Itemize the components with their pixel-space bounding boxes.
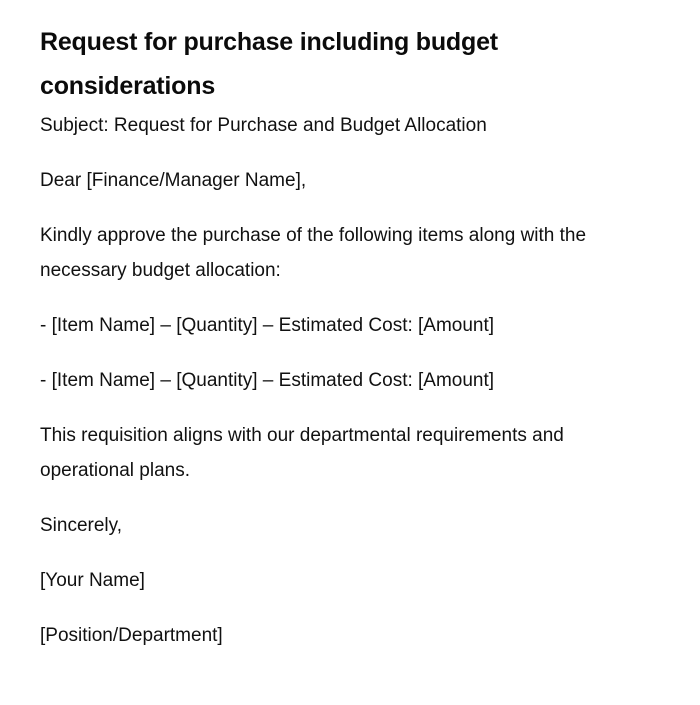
document-title: Request for purchase including budget considerations	[40, 28, 498, 100]
greeting-line: Dear [Finance/Manager Name],	[40, 170, 307, 191]
alignment-paragraph: This requisition aligns with our departmental requirements and operational plans.	[40, 425, 564, 481]
subject-line: Subject: Request for Purchase and Budget Allocation	[40, 115, 487, 136]
item-line-2: - [Item Name] – [Quantity] – Estimated Cost: [Amount]	[40, 370, 495, 391]
intro-paragraph: Kindly approve the purchase of the following items along with the necessary budget allocation:	[40, 225, 587, 281]
signature-position: [Position/Department]	[40, 625, 223, 646]
item-line-1: - [Item Name] – [Quantity] – Estimated Cost: [Amount]	[40, 315, 495, 336]
closing-line: Sincerely,	[40, 515, 123, 536]
signature-name: [Your Name]	[40, 570, 145, 591]
